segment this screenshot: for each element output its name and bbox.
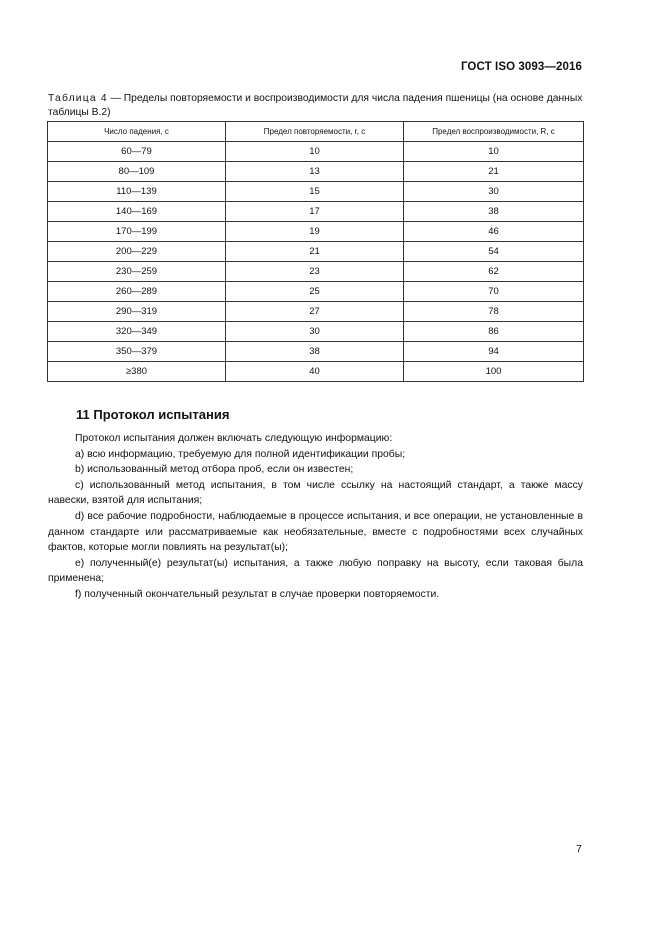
paragraph-intro: Протокол испытания должен включать следующую информацию: <box>75 433 393 444</box>
table-row <box>48 362 584 382</box>
cell-falling-number: 290—319 <box>48 302 226 322</box>
cell-falling-number: ≥380 <box>48 362 226 382</box>
table-row <box>48 182 584 202</box>
cell-reproducibility: 70 <box>404 282 584 302</box>
table-caption <box>48 92 583 120</box>
table-row <box>48 322 584 342</box>
cell-repeatability: 10 <box>226 142 404 162</box>
table-row <box>48 142 584 162</box>
table-row <box>48 162 584 182</box>
table-row <box>48 242 584 262</box>
cell-falling-number: 320—349 <box>48 322 226 342</box>
cell-reproducibility: 38 <box>404 202 584 222</box>
cell-falling-number: 350—379 <box>48 342 226 362</box>
cell-falling-number: 260—289 <box>48 282 226 302</box>
cell-reproducibility: 100 <box>404 362 584 382</box>
section-body <box>48 431 583 603</box>
cell-repeatability: 40 <box>226 362 404 382</box>
cell-falling-number: 230—259 <box>48 262 226 282</box>
column-header-falling-number: Число падения, c <box>48 122 226 142</box>
cell-reproducibility: 21 <box>404 162 584 182</box>
cell-repeatability: 25 <box>226 282 404 302</box>
cell-reproducibility: 94 <box>404 342 584 362</box>
list-item-c: c) использованный метод испытания, в том числе ссылку на настоящий стандарт, а также массу навески, взятой для испытания; <box>48 479 583 507</box>
cell-reproducibility: 62 <box>404 262 584 282</box>
table-caption-text: — Пределы повторяемости и воспроизводимости для числа падения пшеницы (на основе данных таблицы В.2) <box>48 93 583 118</box>
table-row <box>48 282 584 302</box>
cell-falling-number: 200—229 <box>48 242 226 262</box>
table-row <box>48 202 584 222</box>
column-header-repeatability: Предел повторяемости, r, c <box>226 122 404 142</box>
cell-repeatability: 21 <box>226 242 404 262</box>
cell-repeatability: 30 <box>226 322 404 342</box>
cell-reproducibility: 10 <box>404 142 584 162</box>
cell-reproducibility: 54 <box>404 242 584 262</box>
cell-reproducibility: 46 <box>404 222 584 242</box>
table-row <box>48 342 584 362</box>
cell-repeatability: 23 <box>226 262 404 282</box>
cell-repeatability: 15 <box>226 182 404 202</box>
list-item-a: a) всю информацию, требуемую для полной идентификации пробы; <box>75 448 406 460</box>
section-title: 11 Протокол испытания <box>76 407 230 422</box>
cell-falling-number: 170—199 <box>48 222 226 242</box>
cell-repeatability: 27 <box>226 302 404 322</box>
cell-falling-number: 60—79 <box>48 142 226 162</box>
table-row <box>48 302 584 322</box>
table-caption-label: Таблица 4 <box>48 93 108 104</box>
document-code: ГОСТ ISO 3093—2016 <box>460 61 582 73</box>
cell-reproducibility: 78 <box>404 302 584 322</box>
cell-repeatability: 13 <box>226 162 404 182</box>
table-body <box>48 142 584 382</box>
list-item-e: e) полученный(е) результат(ы) испытания, а также любую поправку на высоту, если таковая была применена; <box>48 557 583 585</box>
list-item-b: b) использованный метод отбора проб, если он известен; <box>75 464 354 476</box>
table-header-row <box>48 122 584 142</box>
cell-repeatability: 17 <box>226 202 404 222</box>
table-row <box>48 262 584 282</box>
list-item-d: d) все рабочие подробности, наблюдаемые в процессе испытания, и все операции, не установленные в данном стандарте или рассматриваемые как необязательные, вместе с подробностями всех случайных фактов, которые могли повлиять на результат(ы); <box>48 510 583 554</box>
cell-reproducibility: 86 <box>404 322 584 342</box>
cell-repeatability: 19 <box>226 222 404 242</box>
cell-falling-number: 80—109 <box>48 162 226 182</box>
cell-falling-number: 140—169 <box>48 202 226 222</box>
cell-repeatability: 38 <box>226 342 404 362</box>
cell-reproducibility: 30 <box>404 182 584 202</box>
table-row <box>48 222 584 242</box>
page-number: 7 <box>576 843 582 855</box>
column-header-reproducibility: Предел воспроизводимости, R, c <box>404 122 584 142</box>
precision-table <box>47 121 584 382</box>
list-item-f: f) полученный окончательный результат в случае проверки повторяемости. <box>75 588 440 600</box>
cell-falling-number: 110—139 <box>48 182 226 202</box>
